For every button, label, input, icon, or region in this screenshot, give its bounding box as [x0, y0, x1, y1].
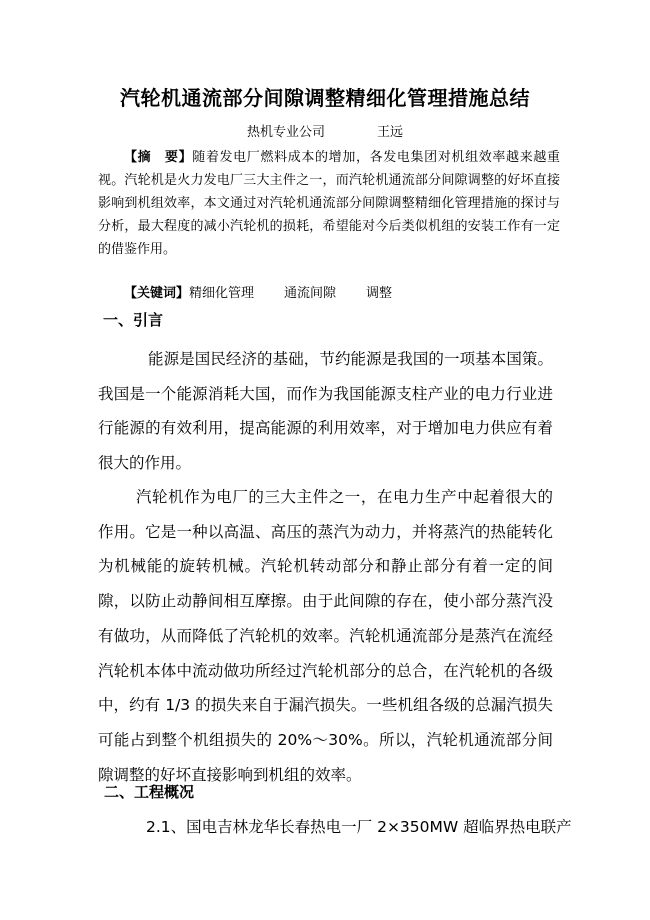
keywords: [124, 282, 422, 301]
keyword: 精细化管理: [189, 286, 255, 301]
byline: [0, 121, 650, 140]
section-heading-introduction: 一、引言: [103, 311, 164, 329]
project-paragraph: 2.1、国电吉林龙华长春热电一厂 2×350MW 超临界热电联产: [146, 818, 572, 836]
section-heading-project-overview: 二、工程概况: [104, 783, 195, 801]
abstract-text: 随着发电厂燃料成本的增加，各发电集团对机组效率越来越重视。汽轮机是火力发电厂三大主件之一，而汽轮机通流部分间隙调整的好坏直接影响到机组效率，本文通过对汽轮机通流部分间隙调整精细化管理措施的探讨与分析，最大程度的减小汽轮机的损耗，希望能对今后类似机组的安装工作有一定的借鉴作用。: [98, 150, 560, 257]
abstract: [98, 146, 560, 261]
abstract-label: 【摘 要】: [124, 150, 193, 165]
author-organization: 热机专业公司: [246, 125, 325, 140]
keyword: 通流间隙: [284, 286, 337, 301]
keywords-label: 【关键词】: [124, 286, 190, 301]
intro-paragraph: 汽轮机作为电厂的三大主件之一，在电力生产中起着很大的作用。它是一种以高温、高压的蒸汽为动力，并将蒸汽的热能转化为机械能的旋转机械。汽轮机转动部分和静止部分有着一定的间隙，以防止动静间相互摩擦。由于此间隙的存在，使小部分蒸汽没有做功，从而降低了汽轮机的效率。汽轮机通流部分是蒸汽在流经汽轮机本体中流动做功所经过汽轮机部分的总合，在汽轮机的各级中，约有 1/3 的损失来自于漏汽损失。一些机组各级的总漏汽损失可能占到整个机组损失的 20%～30%。所以，汽轮机通流部分间隙调整的好坏直接影响到机组的效率。: [98, 488, 553, 784]
keyword: 调整: [366, 286, 393, 301]
document-title: 汽轮机通流部分间隙调整精细化管理措施总结: [120, 86, 530, 110]
author-name: 王远: [377, 125, 404, 140]
intro-paragraph: 能源是国民经济的基础，节约能源是我国的一项基本国策。我国是一个能源消耗大国，而作为我国能源支柱产业的电力行业进行能源的有效利用，提高能源的利用效率，对于增加电力供应有着很大的作用。: [98, 350, 553, 473]
